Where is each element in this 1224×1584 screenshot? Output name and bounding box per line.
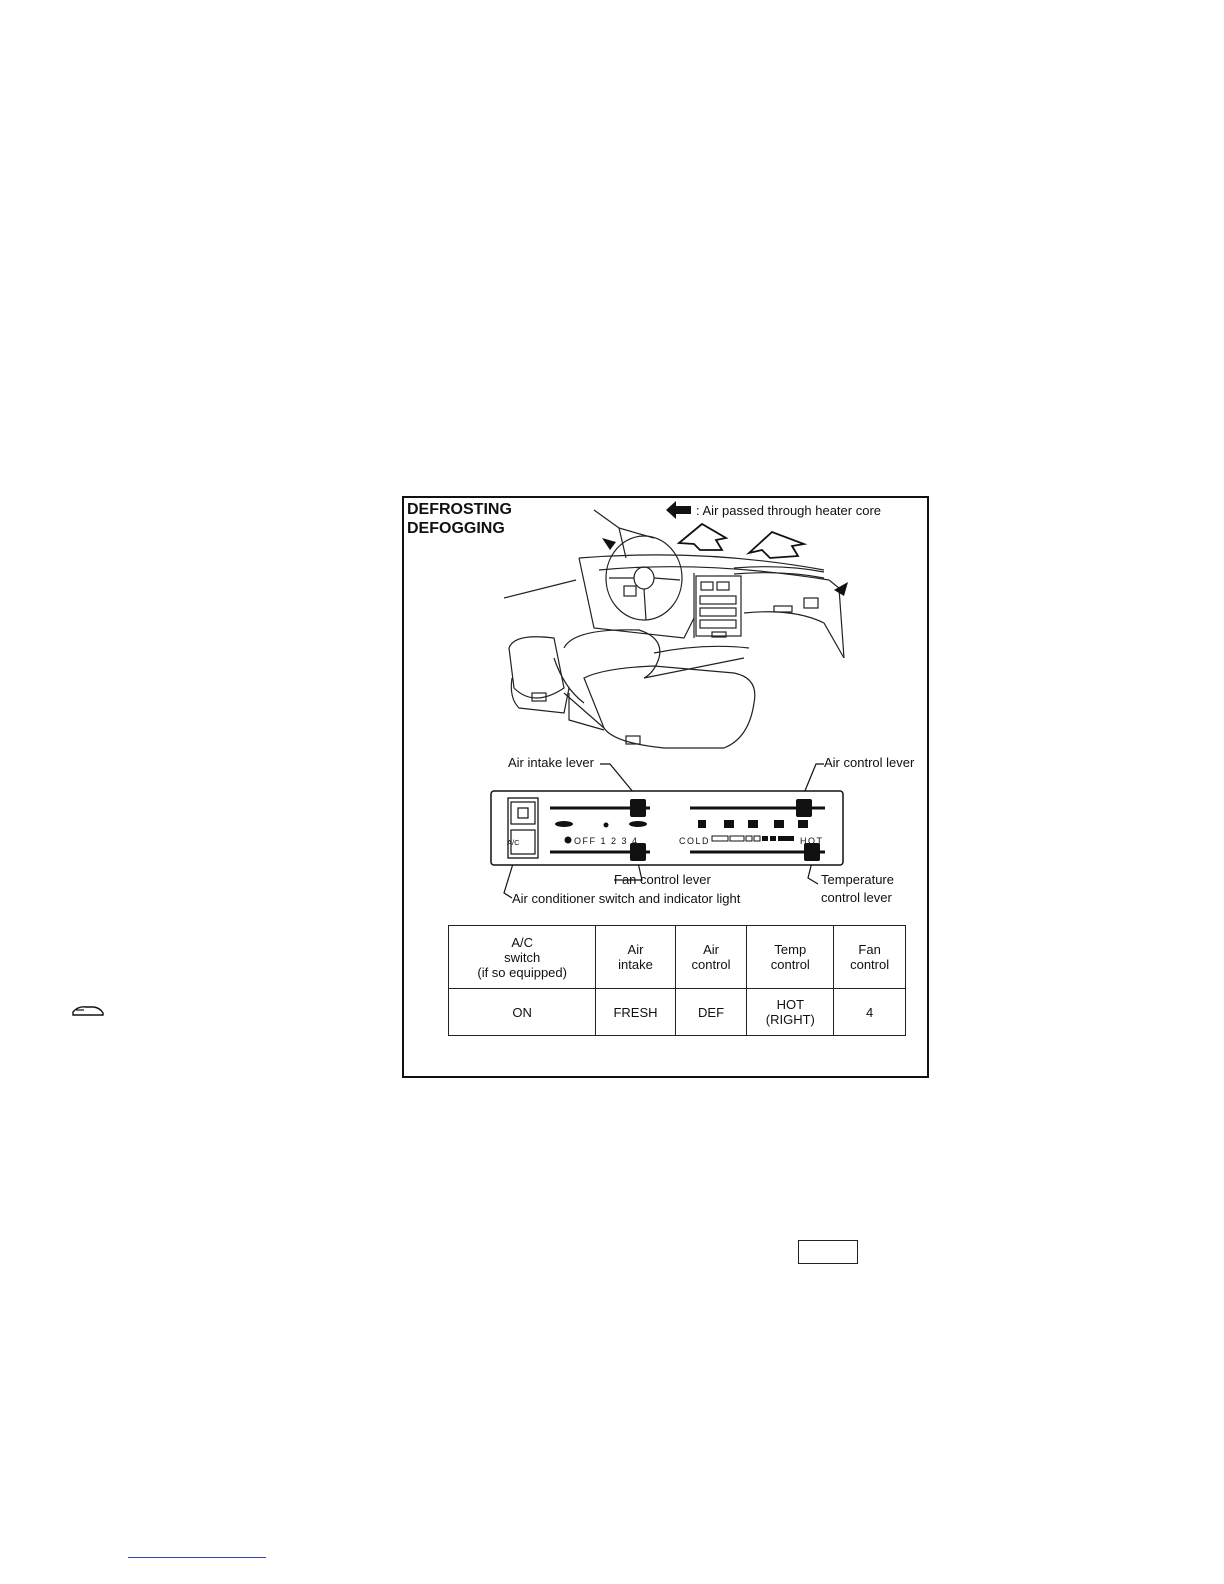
table-header-cell: A/C switch (if so equipped) <box>449 926 596 989</box>
fan-scale: OFF 1 2 3 4 <box>574 836 639 846</box>
table-header-cell: Air control <box>675 926 747 989</box>
ac-button-label: A/C <box>507 838 520 847</box>
fresh-air-car-icon <box>72 1004 104 1018</box>
page-reference-box <box>798 1240 858 1264</box>
legend-text: : Air passed through heater core <box>696 502 882 518</box>
defrost-figure <box>402 496 929 1078</box>
cold-label: COLD <box>679 836 711 846</box>
table-header-cell: Fan control <box>834 926 906 989</box>
settings-table <box>448 925 906 1036</box>
air-intake-lever-label: Air intake lever <box>508 755 594 770</box>
figure-title-line1: DEFROSTING <box>407 501 512 518</box>
table-cell: ON <box>449 989 596 1036</box>
temperature-label-line1: Temperature <box>821 872 894 887</box>
fan-control-lever-label: Fan control lever <box>614 872 711 887</box>
figure-title-line2: DEFOGGING <box>407 520 505 537</box>
air-control-lever-label: Air control lever <box>824 755 915 770</box>
control-panel <box>490 790 846 868</box>
table-header-row <box>449 926 906 989</box>
table-header-cell: Air intake <box>596 926 675 989</box>
table-cell: FRESH <box>596 989 675 1036</box>
table-header-cell: Temp control <box>747 926 834 989</box>
table-row <box>449 989 906 1036</box>
table-cell: HOT (RIGHT) <box>747 989 834 1036</box>
table-cell: DEF <box>675 989 747 1036</box>
hot-label: HOT <box>800 836 824 846</box>
ac-switch-label: Air conditioner switch and indicator light <box>512 891 741 906</box>
table-cell: 4 <box>834 989 906 1036</box>
link-underline[interactable] <box>128 1557 266 1558</box>
temperature-label-line2: control lever <box>821 890 892 905</box>
